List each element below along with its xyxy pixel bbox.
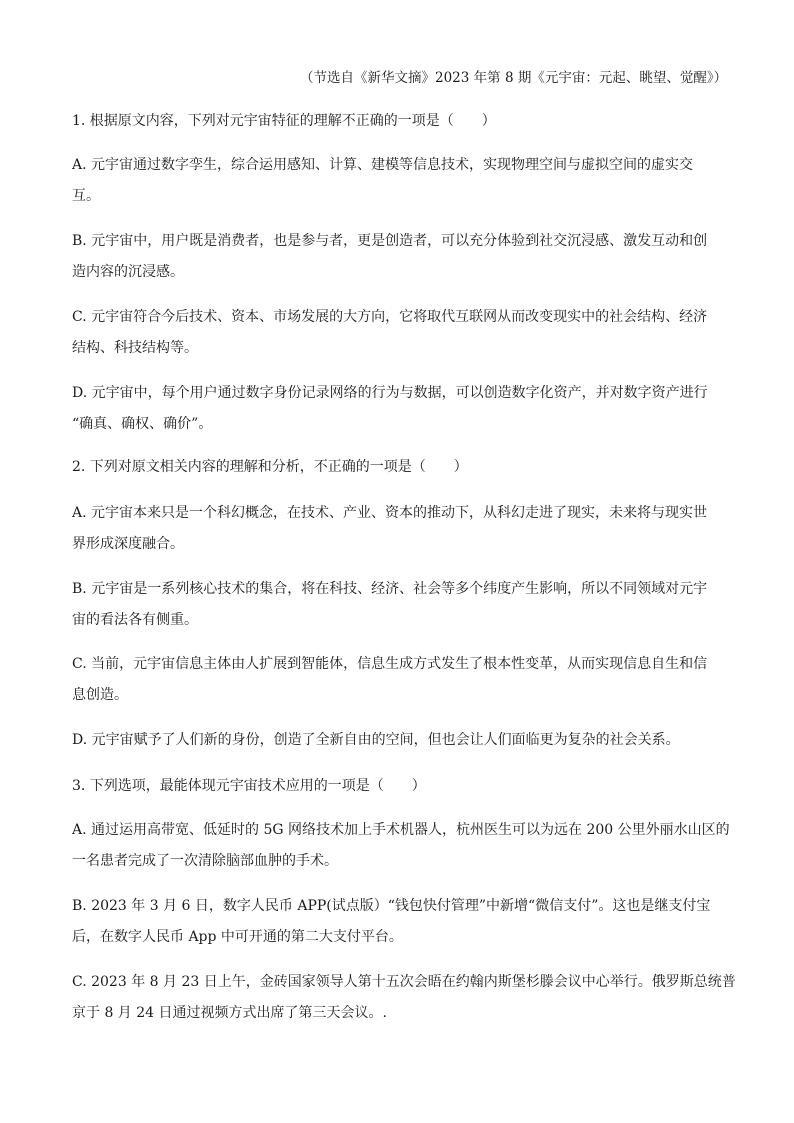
question-3-option-b — [72, 891, 722, 953]
question-1-option-b — [72, 226, 722, 288]
source-citation: （节选自《新华文摘》2023 年第 8 期《元宇宙：元起、眺望、觉醒》） — [300, 70, 728, 86]
question-2-option-a — [72, 498, 722, 560]
option-line: C. 元宇宙符合今后技术、资本、市场发展的大方向，它将取代互联网从而改变现实中的社会结构、经济 — [72, 309, 708, 325]
option-line: D. 元宇宙中，每个用户通过数字身份记录网络的行为与数据，可以创造数字化资产，并对数字资产进行 — [72, 385, 708, 401]
option-line: 一名患者完成了一次清除脑部血肿的手术。 — [72, 853, 338, 869]
option-line: 结构、科技结构等。 — [72, 340, 198, 356]
question-1-stem-text: 1. 根据原文内容，下列对元宇宙特征的理解不正确的一项是（ ） — [72, 113, 496, 129]
question-2-option-b — [72, 574, 722, 636]
question-2-option-c — [72, 649, 722, 711]
question-2-option-d — [72, 725, 722, 756]
option-line: 息创造。 — [72, 687, 128, 703]
question-2-stem — [72, 452, 722, 483]
option-line: 后，在数字人民币 App 中可开通的第二大支付平台。 — [72, 929, 403, 945]
question-3-stem — [72, 771, 722, 802]
option-line: “确真、确权、确价”。 — [72, 416, 213, 432]
option-line: A. 元宇宙本来只是一个科幻概念，在技术、产业、资本的推动下，从科幻走进了现实，未来将与现实世 — [72, 505, 708, 521]
option-line: A. 元宇宙通过数字孪生，综合运用感知、计算、建模等信息技术，实现物理空间与虚拟空间的虚实交 — [72, 157, 694, 173]
question-3-stem-text: 3. 下列选项，最能体现元宇宙技术应用的一项是（ ） — [72, 778, 426, 794]
option-line: 宙的看法各有侧重。 — [72, 612, 198, 628]
question-1-option-a — [72, 150, 722, 212]
option-line: C. 2023 年 8 月 23 日上午，金砖国家领导人第十五次会晤在约翰内斯堡杉滕会议中心举行。俄罗斯总统普 — [72, 974, 736, 990]
option-line: 京于 8 月 24 日通过视频方式出席了第三天会议。. — [72, 1005, 387, 1021]
question-3-option-a — [72, 815, 730, 877]
question-1-option-c — [72, 302, 722, 364]
option-line: C. 当前，元宇宙信息主体由人扩展到智能体，信息生成方式发生了根本性变革，从而实现信息自生和信 — [72, 656, 708, 672]
question-3-option-c — [72, 967, 736, 1029]
option-line: A. 通过运用高带宽、低延时的 5G 网络技术加上手术机器人，杭州医生可以为远在 200 公里外丽水山区的 — [72, 822, 730, 838]
question-1-stem — [72, 106, 722, 137]
option-line: 界形成深度融合。 — [72, 536, 184, 552]
option-line: 互。 — [72, 188, 100, 204]
option-line: B. 元宇宙中，用户既是消费者，也是参与者，更是创造者，可以充分体验到社交沉浸感、激发互动和创 — [72, 233, 708, 249]
option-line: B. 2023 年 3 月 6 日，数字人民币 APP(试点版）“钱包快付管理”中新增“微信支付”。这也是继支付宝 — [72, 898, 711, 914]
question-2-stem-text: 2. 下列对原文相关内容的理解和分析，不正确的一项是（ ） — [72, 459, 468, 475]
question-1-option-d — [72, 378, 722, 440]
option-line: D. 元宇宙赋予了人们新的身份，创造了全新自由的空间，但也会让人们面临更为复杂的社会关系。 — [72, 732, 680, 748]
option-line: 造内容的沉浸感。 — [72, 264, 184, 280]
option-line: B. 元宇宙是一系列核心技术的集合，将在科技、经济、社会等多个纬度产生影响，所以不同领域对元宇 — [72, 581, 708, 597]
